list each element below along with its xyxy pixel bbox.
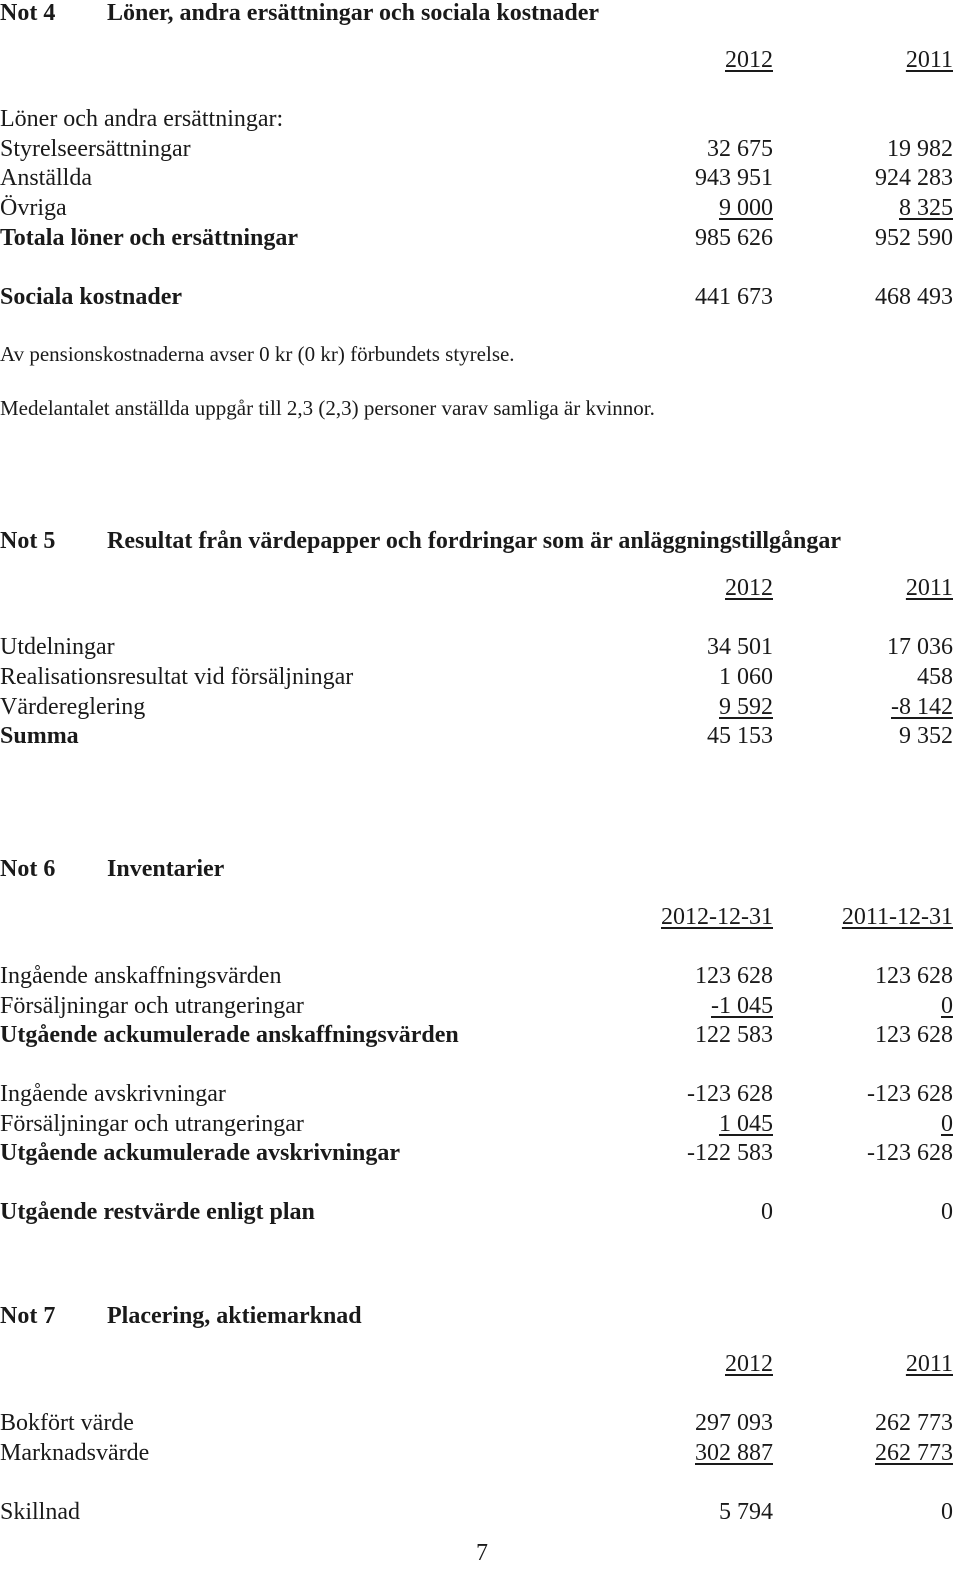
table-row-total bbox=[0, 1022, 955, 1052]
row-value-2011: 8 325 bbox=[899, 195, 953, 221]
row-label: Övriga bbox=[0, 195, 67, 221]
note7-column-headers bbox=[0, 1351, 955, 1381]
table-row bbox=[0, 1440, 955, 1470]
row-value-2011: 952 590 bbox=[875, 225, 953, 251]
note5-number: Not 5 bbox=[0, 528, 56, 554]
note5-title: Resultat från värdepapper och fordringar som är anläggningstillgångar bbox=[107, 528, 842, 554]
row-value-2012: 943 951 bbox=[695, 165, 773, 191]
row-label: Anställda bbox=[0, 165, 92, 191]
note4-employees-text: Medelantalet anställda uppgår till 2,3 (2,3) personer varav samliga är kvinnor. bbox=[0, 396, 655, 420]
row-value-2012: 302 887 bbox=[695, 1440, 773, 1466]
note4-subheading-label: Löner och andra ersättningar: bbox=[0, 106, 284, 132]
note6-title: Inventarier bbox=[107, 856, 225, 882]
row-value-2011: 0 bbox=[941, 1499, 953, 1525]
note6-col1-header: 2012-12-31 bbox=[661, 904, 773, 930]
row-label: Försäljningar och utrangeringar bbox=[0, 993, 304, 1019]
row-value-2012: 34 501 bbox=[707, 634, 773, 660]
row-value-2012: 5 794 bbox=[719, 1499, 773, 1525]
row-label: Styrelseersättningar bbox=[0, 136, 191, 162]
row-value-2012: 985 626 bbox=[695, 225, 773, 251]
note7-title: Placering, aktiemarknad bbox=[107, 1303, 362, 1329]
table-row bbox=[0, 694, 955, 724]
row-value-2012: 297 093 bbox=[695, 1410, 773, 1436]
row-value-2011: 262 773 bbox=[875, 1410, 953, 1436]
table-row bbox=[0, 963, 955, 993]
note6-number: Not 6 bbox=[0, 856, 56, 882]
row-value-2011: 0 bbox=[941, 993, 953, 1019]
note4-pension-text: Av pensionskostnaderna avser 0 kr (0 kr) förbundets styrelse. bbox=[0, 342, 515, 366]
row-value-2011: -123 628 bbox=[867, 1140, 953, 1166]
row-label: Skillnad bbox=[0, 1499, 81, 1525]
table-row-total bbox=[0, 225, 955, 255]
note7-col2-header: 2011 bbox=[905, 1351, 953, 1377]
table-row bbox=[0, 993, 955, 1023]
row-value-2012: 0 bbox=[761, 1199, 773, 1225]
table-row-total bbox=[0, 1140, 955, 1170]
row-value-2011: 9 352 bbox=[899, 723, 953, 749]
row-value-2011: -8 142 bbox=[891, 694, 953, 720]
row-label: Värdereglering bbox=[0, 694, 146, 720]
row-label: Realisationsresultat vid försäljningar bbox=[0, 664, 354, 690]
row-value-2011: 0 bbox=[941, 1199, 953, 1225]
note7-col1-header: 2012 bbox=[725, 1351, 773, 1377]
table-row bbox=[0, 1410, 955, 1440]
table-row-total bbox=[0, 1199, 955, 1229]
note4-subheading bbox=[0, 106, 955, 136]
note5-col2-header: 2011 bbox=[905, 575, 953, 601]
row-value-2012: -1 045 bbox=[711, 993, 773, 1019]
table-row bbox=[0, 664, 955, 694]
table-row bbox=[0, 195, 955, 225]
table-row bbox=[0, 136, 955, 166]
row-value-2011: 123 628 bbox=[875, 963, 953, 989]
row-value-2011: -123 628 bbox=[867, 1081, 953, 1107]
row-label: Marknadsvärde bbox=[0, 1440, 150, 1466]
row-value-2011: 262 773 bbox=[875, 1440, 953, 1466]
row-value-2011: 123 628 bbox=[875, 1022, 953, 1048]
row-label: Ingående anskaffningsvärden bbox=[0, 963, 282, 989]
row-label: Bokfört värde bbox=[0, 1410, 134, 1436]
note6-column-headers bbox=[0, 904, 955, 934]
row-label: Utgående restvärde enligt plan bbox=[0, 1199, 315, 1225]
row-label: Försäljningar och utrangeringar bbox=[0, 1111, 304, 1137]
table-row bbox=[0, 165, 955, 195]
table-row bbox=[0, 1081, 955, 1111]
note4-number: Not 4 bbox=[0, 0, 56, 26]
note4-column-headers bbox=[0, 47, 955, 77]
table-row bbox=[0, 1499, 955, 1529]
note4-col1-header: 2012 bbox=[725, 47, 773, 73]
row-label: Totala löner och ersättningar bbox=[0, 225, 298, 251]
row-label: Utdelningar bbox=[0, 634, 115, 660]
row-value-2012: 122 583 bbox=[695, 1022, 773, 1048]
row-value-2012: 32 675 bbox=[707, 136, 773, 162]
row-label: Summa bbox=[0, 723, 79, 749]
page-number: 7 bbox=[476, 1540, 488, 1566]
note5-col1-header: 2012 bbox=[725, 575, 773, 601]
row-value-2012: 9 000 bbox=[719, 195, 773, 221]
note4-col2-header: 2011 bbox=[905, 47, 953, 73]
row-value-2011: 0 bbox=[941, 1111, 953, 1137]
row-value-2012: 1 060 bbox=[719, 664, 773, 690]
row-value-2012: 9 592 bbox=[719, 694, 773, 720]
note5-column-headers bbox=[0, 575, 955, 605]
table-row-total bbox=[0, 723, 955, 753]
row-value-2011: 458 bbox=[917, 664, 953, 690]
table-row bbox=[0, 634, 955, 664]
row-label: Ingående avskrivningar bbox=[0, 1081, 226, 1107]
row-value-2012: 1 045 bbox=[719, 1111, 773, 1137]
row-label: Utgående ackumulerade anskaffningsvärden bbox=[0, 1022, 459, 1048]
row-value-2012: 123 628 bbox=[695, 963, 773, 989]
row-label: Sociala kostnader bbox=[0, 284, 183, 310]
table-row-total bbox=[0, 284, 955, 314]
row-value-2011: 924 283 bbox=[875, 165, 953, 191]
note6-col2-header: 2011-12-31 bbox=[841, 904, 953, 930]
row-value-2011: 17 036 bbox=[887, 634, 953, 660]
row-value-2012: -122 583 bbox=[687, 1140, 773, 1166]
row-value-2012: 45 153 bbox=[707, 723, 773, 749]
note4-title: Löner, andra ersättningar och sociala kostnader bbox=[107, 0, 600, 26]
row-value-2011: 468 493 bbox=[875, 284, 953, 310]
row-value-2012: -123 628 bbox=[687, 1081, 773, 1107]
table-row bbox=[0, 1111, 955, 1141]
note7-number: Not 7 bbox=[0, 1303, 56, 1329]
row-value-2012: 441 673 bbox=[695, 284, 773, 310]
row-label: Utgående ackumulerade avskrivningar bbox=[0, 1140, 401, 1166]
row-value-2011: 19 982 bbox=[887, 136, 953, 162]
